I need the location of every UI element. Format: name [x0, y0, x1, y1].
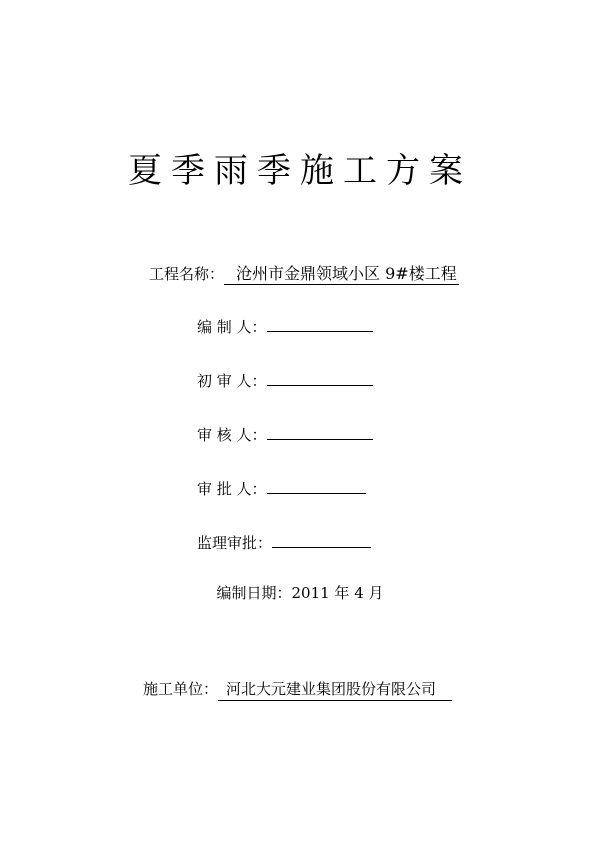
preliminary-reviewer-label: 初 审 人：: [197, 372, 267, 390]
construction-unit-row: [143, 678, 452, 700]
preliminary-reviewer-row: [197, 370, 373, 392]
document-title: 夏季雨季施工方案: [128, 151, 472, 191]
approver-row: [197, 478, 366, 500]
compile-date: 编制日期：2011 年 4 月: [216, 584, 384, 602]
preliminary-reviewer-blank: [267, 370, 373, 386]
project-name-label: 工程名称：: [149, 265, 225, 283]
approver-label: 审 批 人：: [197, 480, 267, 498]
construction-unit-value: 河北大元建业集团股份有限公司: [218, 679, 452, 701]
compiler-label: 编 制 人：: [197, 318, 267, 336]
checker-label: 审 核 人：: [197, 426, 267, 444]
supervision-approval-label: 监理审批：: [197, 534, 273, 552]
construction-unit-label: 施工单位：: [143, 680, 219, 698]
checker-blank: [267, 424, 373, 440]
compiler-row: [197, 316, 373, 338]
approver-blank: [267, 478, 366, 494]
checker-row: [197, 424, 373, 446]
supervision-approval-row: [197, 532, 371, 554]
supervision-approval-blank: [272, 532, 371, 548]
project-name-value: 沧州市金鼎领域小区 9#楼工程: [224, 263, 459, 285]
project-name-row: [149, 263, 459, 285]
compiler-blank: [267, 316, 373, 332]
